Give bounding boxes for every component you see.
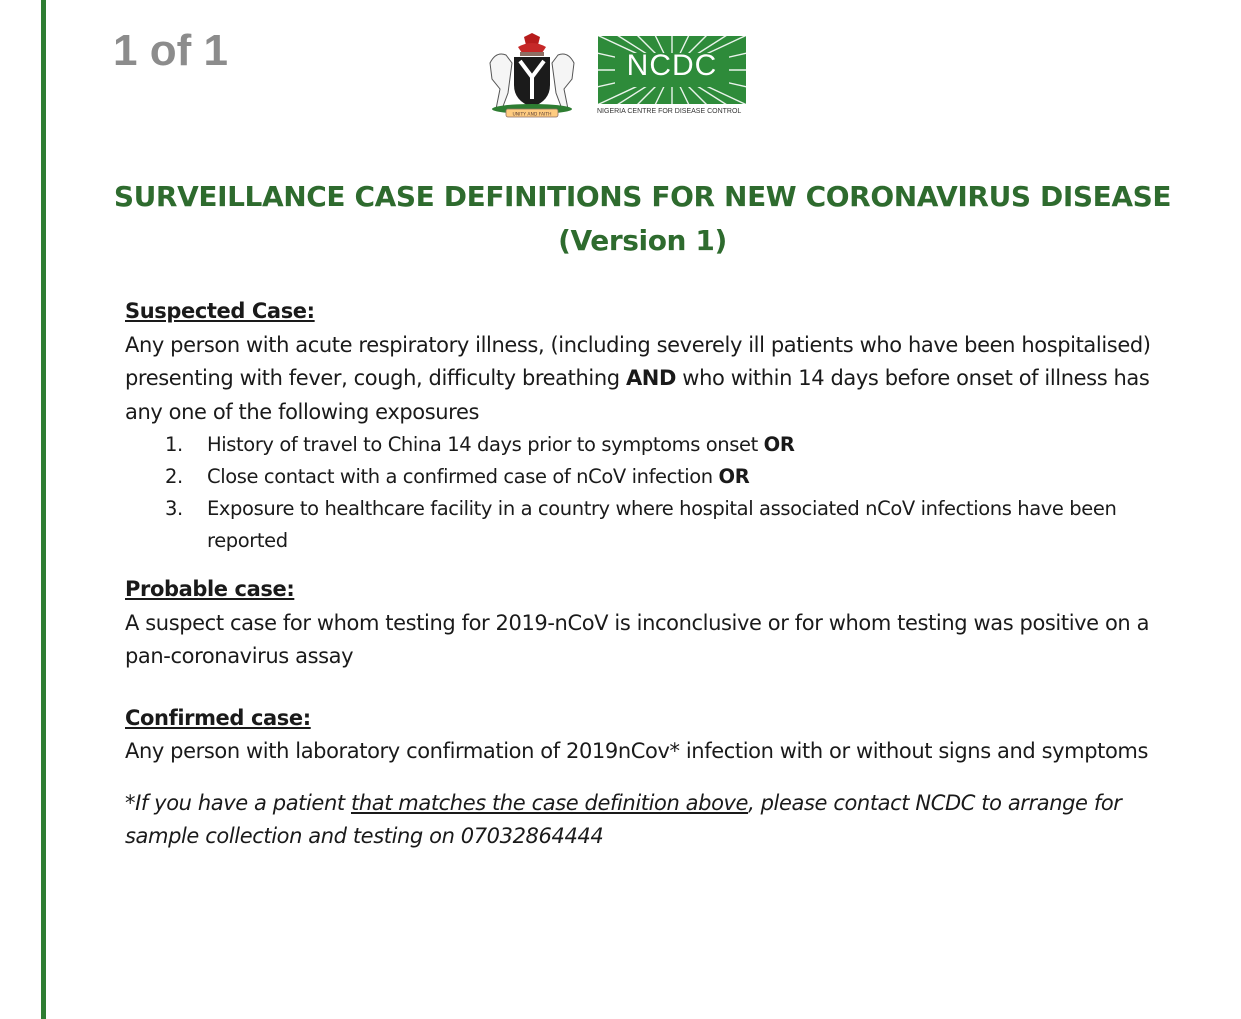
list-item [125, 461, 1185, 493]
ncdc-wordmark: NCDC [626, 49, 718, 82]
note-underlined: that matches the case definition above [350, 790, 749, 815]
list-item-text: Exposure to healthcare facility in a country where hospital associated nCoV infections have been reported [207, 497, 1117, 552]
contact-note [125, 787, 1185, 854]
ncdc-full-name: NIGERIA CENTRE FOR DISEASE CONTROL [597, 108, 742, 115]
list-item-number: 1. [165, 433, 183, 456]
suspected-text-part-1: Any person with acute respiratory illness, (including severely ill patients who have been hospitalised) presenting with fever, cough, difficulty breathing [125, 332, 1151, 390]
left-border-rule [41, 0, 46, 1019]
document-body [125, 295, 1185, 854]
confirmed-case-text: Any person with laboratory confirmation of 2019nCov* infection with or without signs and symptoms [125, 739, 1149, 763]
suspected-case-heading: Suspected Case: [125, 299, 315, 323]
suspected-case-text [125, 329, 1185, 430]
confirmed-case-heading: Confirmed case: [125, 705, 311, 730]
list-item-number: 3. [165, 497, 183, 520]
exposure-list [125, 429, 1185, 557]
note-part-1: *If you have a patient [125, 790, 351, 815]
coat-of-arms-logo [482, 33, 582, 119]
list-item-suffix: OR [763, 433, 795, 456]
suspected-text-part-2: who within 14 days before onset of illness has any one of the following exposures [125, 366, 1150, 424]
suspected-text-and: AND [625, 366, 677, 390]
ncdc-logo-box [597, 35, 747, 105]
note-part-2: , please contact NCDC to arrange for sample collection and testing on 07032864444 [125, 790, 1122, 848]
list-item-number: 2. [165, 465, 183, 488]
list-item-text: Close contact with a confirmed case of nCoV infection [207, 465, 719, 488]
list-item-text: History of travel to China 14 days prior to symptoms onset [207, 433, 764, 456]
page-indicator: 1 of 1 [113, 26, 228, 75]
document-title [100, 175, 1185, 263]
title-line-2: (Version 1) [558, 224, 727, 257]
list-item [125, 429, 1185, 461]
title-line-1: SURVEILLANCE CASE DEFINITIONS FOR NEW CORONAVIRUS DISEASE [113, 180, 1172, 213]
probable-case-heading: Probable case: [125, 577, 295, 601]
ncdc-logo [597, 35, 749, 119]
list-item-suffix: OR [718, 465, 750, 488]
coat-of-arms-motto: UNITY AND FAITH [512, 112, 552, 118]
probable-case-text: A suspect case for whom testing for 2019-nCoV is inconclusive or for whom testing was positive on a pan-coronavirus assay [125, 610, 1150, 668]
list-item [125, 493, 1185, 557]
